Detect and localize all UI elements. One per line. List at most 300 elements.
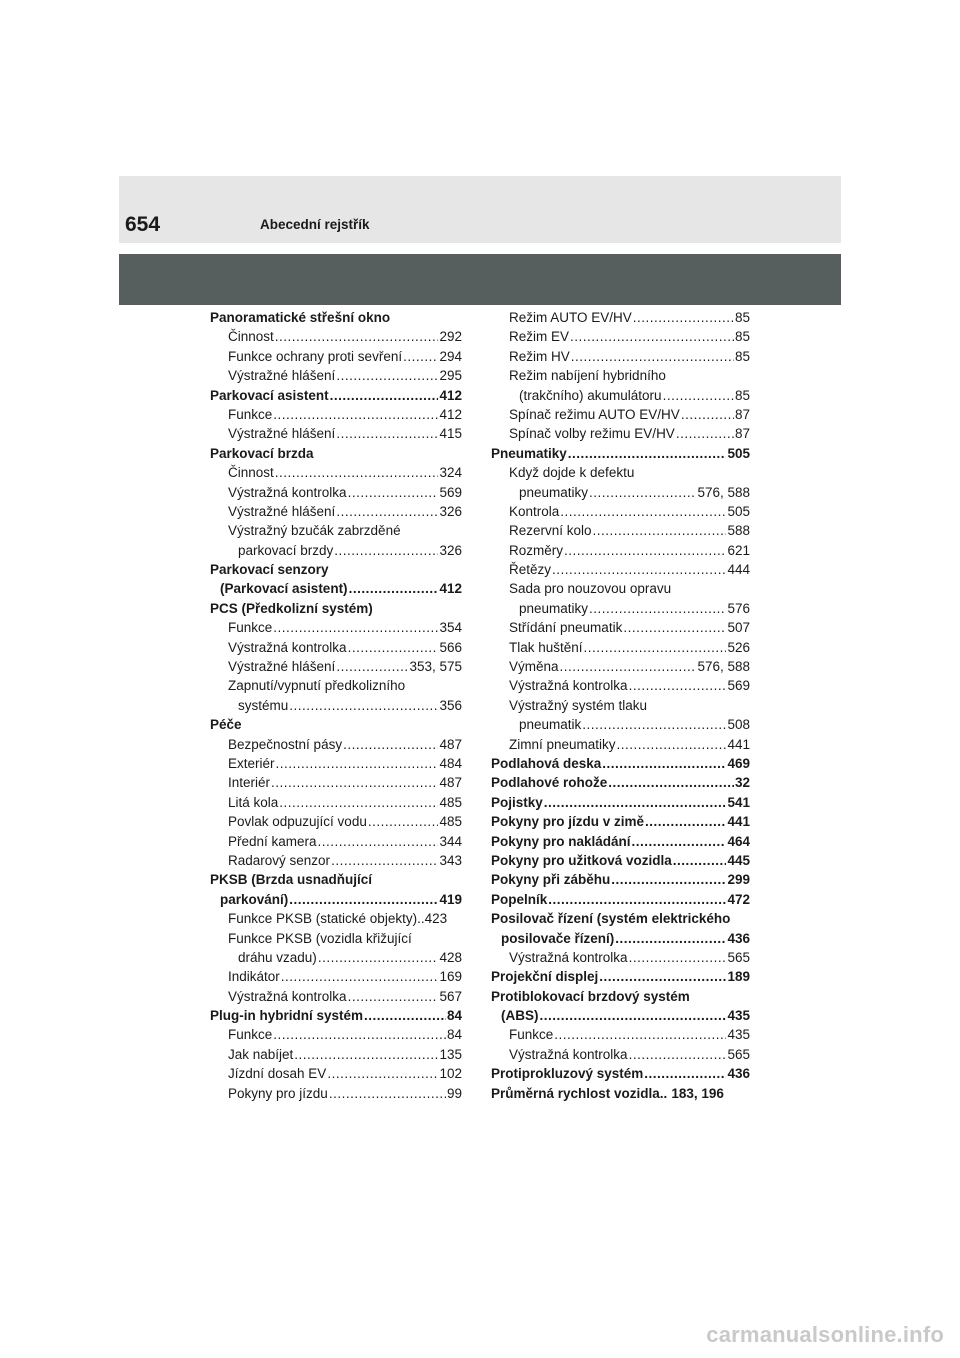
index-entry-text: Funkce ochrany proti sevření — [228, 348, 403, 364]
section-title: Abecední rejstřík — [260, 217, 370, 232]
index-entry — [210, 560, 462, 579]
index-entry-page: 356 — [439, 697, 462, 713]
index-entry — [491, 929, 750, 948]
dot-leader — [615, 929, 726, 948]
index-entry-text: Pokyny pro jízdu v zimě — [491, 814, 645, 830]
dot-leader — [548, 890, 726, 909]
index-entry-page: 588 — [727, 523, 750, 539]
index-entry — [491, 676, 750, 695]
index-entry-text: Režim AUTO EV/HV — [509, 310, 632, 325]
dot-leader — [276, 754, 439, 773]
dot-leader — [540, 1006, 727, 1025]
index-entry — [210, 386, 462, 405]
dot-leader — [368, 812, 439, 831]
dot-leader — [318, 948, 439, 967]
dot-leader — [336, 424, 438, 443]
index-entry — [210, 929, 462, 948]
index-entry — [210, 618, 462, 637]
index-entry-text: Podlahové rohože — [491, 775, 608, 791]
dot-leader — [564, 541, 726, 560]
index-entry — [491, 735, 750, 754]
index-entry — [210, 483, 462, 502]
index-entry — [491, 696, 750, 715]
index-entry — [491, 890, 750, 909]
dot-leader — [617, 735, 727, 754]
index-entry-text: Střídání pneumatik — [509, 620, 623, 636]
index-entry-page: 441 — [727, 814, 750, 830]
dot-leader — [629, 1045, 727, 1064]
index-entry-text: Režim HV — [509, 348, 570, 364]
index-entry-page: 567 — [439, 988, 462, 1004]
dot-leader — [334, 541, 438, 560]
index-entry-text: pneumatiky — [519, 484, 589, 500]
index-entry-separator: .. — [417, 911, 425, 927]
dot-leader — [554, 1025, 726, 1044]
index-entry — [491, 967, 750, 986]
index-entry — [210, 502, 462, 521]
index-entry-page: 436 — [727, 930, 750, 946]
index-entry-text: Režim nabíjení hybridního — [509, 368, 666, 384]
dot-leader — [645, 812, 726, 831]
index-entry-page: 419 — [439, 891, 462, 907]
index-entry-text: Výstražná kontrolka — [509, 678, 628, 694]
index-entry-text: Litá kola — [228, 794, 279, 810]
index-entry-text: (trakčního) akumulátoru — [519, 387, 662, 403]
index-entry-text: Kontrola — [509, 503, 560, 519]
index-entry-text: Režim EV — [509, 329, 570, 345]
index-entry-page: 472 — [727, 891, 750, 907]
dot-leader — [582, 715, 726, 734]
index-entry-text: Plug-in hybridní systém — [210, 1008, 364, 1024]
index-entry-text: Funkce PKSB (vozidla křižující — [228, 930, 412, 946]
index-entry-text: Výstražné hlášení — [228, 368, 336, 384]
index-entry-text: Zapnutí/vypnutí předkolizního — [228, 678, 406, 694]
index-column-left — [210, 308, 462, 1103]
index-entry-text: Pokyny při záběhu — [491, 872, 611, 888]
index-entry-text: Funkce — [228, 1027, 273, 1043]
dot-leader — [593, 521, 727, 540]
index-entry-text: Činnost — [228, 329, 274, 345]
index-entry-page: 621 — [727, 542, 750, 558]
index-entry — [491, 812, 750, 831]
index-entry — [491, 502, 750, 521]
index-entry-text: Pokyny pro užitková vozidla — [491, 852, 672, 868]
index-entry — [210, 793, 462, 812]
index-entry-text: Pokyny pro jízdu — [228, 1085, 328, 1101]
index-entry — [210, 444, 462, 463]
index-entry — [491, 463, 750, 482]
index-entry — [210, 948, 462, 967]
dot-leader — [570, 327, 734, 346]
index-entry-page: 526 — [727, 639, 750, 655]
index-entry-page: 353, 575 — [409, 659, 462, 675]
index-entry — [210, 599, 462, 618]
index-entry-page: 412 — [439, 406, 462, 422]
index-entry-page: 505 — [727, 445, 750, 461]
index-entry-text: systému — [238, 697, 289, 713]
index-entry — [210, 424, 462, 443]
index-entry-text: Projekční displej — [491, 969, 599, 985]
index-entry-page: 576 — [727, 600, 750, 616]
index-entry-text: Protiblokovací brzdový systém — [491, 988, 690, 1004]
index-entry-page: 576, 588 — [697, 659, 750, 675]
dot-leader — [327, 1064, 438, 1083]
index-entry-page: 485 — [439, 794, 462, 810]
dot-leader — [552, 560, 726, 579]
dot-leader — [623, 618, 726, 637]
dot-leader — [349, 579, 439, 598]
index-entry — [491, 1084, 750, 1103]
index-entry-text: PCS (Předkolizní systém) — [210, 600, 373, 616]
index-entry-text: Rozměry — [509, 542, 564, 558]
index-entry — [491, 308, 750, 327]
index-entry-text: parkování) — [220, 891, 289, 907]
section-banner — [119, 254, 841, 305]
index-entry — [491, 987, 750, 1006]
index-entry — [491, 444, 750, 463]
index-entry — [210, 1025, 462, 1044]
index-entry-page: 299 — [727, 872, 750, 888]
index-entry-page: 412 — [439, 387, 462, 403]
index-entry-page: 169 — [439, 969, 462, 985]
index-entry-text: Pojistky — [491, 794, 543, 810]
index-entry-text: Výstražné hlášení — [228, 659, 336, 675]
index-entry — [210, 851, 462, 870]
dot-leader — [403, 347, 438, 366]
index-entry-page: 189 — [727, 969, 750, 985]
index-entry-text: Tlak huštění — [509, 639, 583, 655]
index-entry-page: 566 — [439, 639, 462, 655]
index-entry-page: 295 — [439, 368, 462, 384]
index-entry — [210, 735, 462, 754]
index-entry-text: Parkovací asistent — [210, 387, 329, 403]
index-entry-page: 135 — [439, 1046, 462, 1062]
dot-leader — [348, 483, 439, 502]
index-entry — [491, 638, 750, 657]
index-entry — [210, 327, 462, 346]
index-entry — [491, 754, 750, 773]
index-column-right — [491, 308, 750, 1103]
index-entry-page: 183, 196 — [671, 1085, 724, 1101]
index-entry-page: 428 — [439, 949, 462, 965]
index-entry — [491, 618, 750, 637]
index-entry-page: 354 — [439, 620, 462, 636]
index-entry — [491, 386, 750, 405]
index-entry-page: 84 — [446, 1008, 462, 1024]
index-entry-text: Parkovací brzda — [210, 445, 314, 461]
index-entry-text: Pokyny pro nakládání — [491, 833, 631, 849]
dot-leader — [560, 657, 697, 676]
index-entry — [210, 657, 462, 676]
index-entry-text: Interiér — [228, 775, 271, 791]
index-entry — [491, 424, 750, 443]
index-entry — [491, 483, 750, 502]
index-entry-text: Činnost — [228, 465, 274, 481]
dot-leader — [336, 366, 438, 385]
dot-leader — [599, 967, 726, 986]
index-entry-text: Funkce PKSB (statické objekty) — [228, 911, 418, 927]
index-entry — [210, 773, 462, 792]
index-entry — [210, 366, 462, 385]
index-entry-page: 505 — [727, 503, 750, 519]
index-entry-page: 507 — [727, 620, 750, 636]
dot-leader — [611, 870, 726, 889]
index-entry-page: 487 — [439, 736, 462, 752]
index-entry-text: Indikátor — [228, 969, 280, 985]
index-entry — [491, 521, 750, 540]
dot-leader — [331, 851, 438, 870]
index-entry — [210, 890, 462, 909]
dot-leader — [602, 754, 726, 773]
index-entry-page: 565 — [727, 1046, 750, 1062]
index-entry — [210, 405, 462, 424]
index-entry — [210, 463, 462, 482]
index-entry-page: 565 — [727, 949, 750, 965]
index-entry-text: Jak nabíjet — [228, 1046, 294, 1062]
index-entry-text: Výstražná kontrolka — [509, 1046, 628, 1062]
index-entry — [491, 773, 750, 792]
index-entry — [210, 1084, 462, 1103]
index-entry — [491, 948, 750, 967]
dot-leader — [608, 773, 734, 792]
index-entry — [210, 696, 462, 715]
index-entry — [210, 812, 462, 831]
index-entry-page: 85 — [734, 310, 750, 325]
dot-leader — [571, 347, 734, 366]
index-entry-text: posilovače řízení) — [501, 930, 615, 946]
page-number: 654 — [125, 213, 161, 236]
index-entry-text: Výměna — [509, 659, 559, 675]
index-entry-text: Výstražný systém tlaku — [509, 697, 648, 713]
index-entry-text: Podlahová deska — [491, 755, 602, 771]
index-entry — [210, 967, 462, 986]
index-entry — [491, 405, 750, 424]
index-entry — [491, 1025, 750, 1044]
dot-leader — [589, 483, 696, 502]
dot-leader — [681, 405, 734, 424]
index-entry-page: 508 — [727, 717, 750, 733]
dot-leader — [329, 1084, 446, 1103]
index-entry-page: 99 — [446, 1085, 462, 1101]
dot-leader — [544, 793, 727, 812]
dot-leader — [281, 967, 439, 986]
index-entry — [210, 715, 462, 734]
index-entry-page: 102 — [439, 1066, 462, 1082]
index-entry — [491, 560, 750, 579]
dot-leader — [629, 948, 727, 967]
index-entry-text: Výstražné hlášení — [228, 426, 336, 442]
index-entry-text: Výstražné hlášení — [228, 503, 336, 519]
dot-leader — [644, 1064, 726, 1083]
dot-leader — [294, 1045, 438, 1064]
index-entry-page: 569 — [439, 484, 462, 500]
index-entry-text: Výstražná kontrolka — [228, 484, 347, 500]
index-entry-text: Funkce — [228, 620, 273, 636]
index-entry-page: 464 — [727, 833, 750, 849]
dot-leader — [348, 987, 439, 1006]
index-entry-page: 412 — [439, 581, 462, 597]
index-entry-text: Řetězy — [509, 562, 552, 578]
index-entry — [210, 1006, 462, 1025]
index-entry — [491, 1006, 750, 1025]
index-entry — [210, 870, 462, 889]
index-entry — [210, 541, 462, 560]
index-entry-page: 344 — [439, 833, 462, 849]
index-entry-text: Výstražná kontrolka — [228, 639, 347, 655]
index-entry — [210, 909, 462, 928]
index-entry — [210, 987, 462, 1006]
index-entry-text: parkovací brzdy — [238, 542, 334, 558]
dot-leader — [629, 676, 727, 695]
dot-leader — [279, 793, 438, 812]
dot-leader — [560, 502, 726, 521]
index-entry-text: Rezervní kolo — [509, 523, 592, 539]
index-entry-text: Spínač volby režimu EV/HV — [509, 426, 675, 442]
dot-leader — [330, 386, 439, 405]
dot-leader — [364, 1006, 446, 1025]
dot-leader — [568, 444, 727, 463]
index-entry-page: 423 — [424, 911, 448, 927]
dot-leader — [275, 463, 439, 482]
dot-leader — [584, 638, 727, 657]
index-entry — [491, 599, 750, 618]
index-entry-text: Bezpečnostní pásy — [228, 736, 343, 752]
index-entry-page: 326 — [439, 503, 462, 519]
index-entry-text: Spínač režimu AUTO EV/HV — [509, 406, 680, 422]
index-entry-text: Funkce — [228, 406, 273, 422]
index-entry-text: pneumatiky — [519, 600, 589, 616]
index-entry-page: 87 — [734, 406, 750, 422]
index-entry-page: 576, 588 — [697, 484, 750, 500]
index-entry-page: 469 — [727, 755, 750, 771]
index-entry-page: 445 — [727, 852, 750, 868]
index-entry-page: 444 — [727, 562, 750, 578]
dot-leader — [336, 502, 438, 521]
index-entry — [210, 1045, 462, 1064]
index-entry — [491, 657, 750, 676]
index-entry — [210, 521, 462, 540]
index-entry-text: (Parkovací asistent) — [220, 581, 348, 597]
index-entry — [491, 327, 750, 346]
index-entry-text: Posilovač řízení (systém elektrického — [491, 911, 731, 927]
index-entry-page: 487 — [439, 775, 462, 791]
index-entry-text: Protiprokluzový systém — [491, 1066, 644, 1082]
index-entry — [491, 579, 750, 598]
watermark: carmanualsonline.info — [706, 1322, 944, 1347]
index-entry — [210, 638, 462, 657]
dot-leader — [273, 405, 438, 424]
index-entry-page: 441 — [727, 736, 750, 752]
index-entry-page: 84 — [446, 1027, 462, 1043]
index-entry-text: Pneumatiky — [491, 445, 567, 461]
index-entry — [210, 347, 462, 366]
index-entry-text: Výstražná kontrolka — [228, 988, 347, 1004]
dot-leader — [673, 851, 727, 870]
index-entry — [491, 366, 750, 385]
index-entry-text: Exteriér — [228, 755, 275, 771]
index-entry-page: 292 — [439, 329, 462, 345]
index-entry — [210, 676, 462, 695]
index-entry — [491, 1064, 750, 1083]
index-entry-page: 343 — [439, 852, 462, 868]
index-entry — [491, 832, 750, 851]
index-entry-page: 85 — [734, 387, 750, 403]
index-entry-page: 415 — [439, 426, 462, 442]
index-entry — [491, 541, 750, 560]
header-band — [119, 176, 841, 243]
index-entry-page: 324 — [439, 465, 462, 481]
dot-leader — [271, 773, 438, 792]
index-entry-text: Přední kamera — [228, 833, 317, 849]
dot-leader — [318, 832, 439, 851]
index-entry-text: Průměrná rychlost vozidla.. — [491, 1085, 668, 1101]
index-entry-text: Když dojde k defektu — [509, 465, 635, 481]
dot-leader — [343, 735, 438, 754]
index-entry-text: Povlak odpuzující vodu — [228, 814, 367, 830]
index-entry-page: 294 — [439, 348, 462, 364]
dot-leader — [348, 638, 439, 657]
index-entry-page: 569 — [727, 678, 750, 694]
dot-leader — [289, 890, 438, 909]
index-entry-text: Radarový senzor — [228, 852, 331, 868]
index-entry-page: 32 — [734, 775, 750, 791]
index-entry-page: 87 — [734, 426, 750, 442]
index-entry-page: 435 — [727, 1008, 750, 1024]
index-entry-page: 435 — [727, 1027, 750, 1043]
index-entry-page: 326 — [439, 542, 462, 558]
index-entry-page: 85 — [734, 348, 750, 364]
index-entry — [210, 308, 462, 327]
index-entry-page: 541 — [727, 794, 750, 810]
index-entry — [491, 851, 750, 870]
index-entry — [491, 793, 750, 812]
dot-leader — [273, 618, 438, 637]
index-entry — [491, 1045, 750, 1064]
index-entry-page: 436 — [727, 1066, 750, 1082]
dot-leader — [676, 424, 734, 443]
index-entry — [210, 832, 462, 851]
index-entry-page: 85 — [734, 329, 750, 345]
index-entry — [491, 870, 750, 889]
index-entry-text: Parkovací senzory — [210, 562, 329, 578]
index-entry-text: Sada pro nouzovou opravu — [509, 581, 672, 597]
index-entry-text: Funkce — [509, 1027, 554, 1043]
index-entry — [491, 909, 750, 928]
index-entry-text: Zimní pneumatiky — [509, 736, 616, 752]
index-entry-text: PKSB (Brzda usnadňující — [210, 872, 373, 888]
index-entry — [491, 715, 750, 734]
index-entry-text: (ABS) — [501, 1008, 539, 1024]
index-entry — [210, 754, 462, 773]
dot-leader — [289, 696, 438, 715]
index-entry-text: Panoramatické střešní okno — [210, 310, 391, 325]
dot-leader — [336, 657, 408, 676]
index-entry-page: 485 — [439, 814, 462, 830]
dot-leader — [632, 832, 727, 851]
index-entry-text: dráhu vzadu) — [238, 949, 317, 965]
dot-leader — [275, 327, 439, 346]
dot-leader — [589, 599, 726, 618]
index-entry-text: pneumatik — [519, 717, 582, 733]
dot-leader — [663, 386, 734, 405]
index-entry-text: Výstražná kontrolka — [509, 949, 628, 965]
index-entry-text: Péče — [210, 717, 242, 733]
index-entry — [210, 1064, 462, 1083]
index-entry-text: Popelník — [491, 891, 548, 907]
dot-leader — [633, 308, 734, 327]
index-entry-page: 484 — [439, 755, 462, 771]
index-entry-text: Jízdní dosah EV — [228, 1066, 327, 1082]
